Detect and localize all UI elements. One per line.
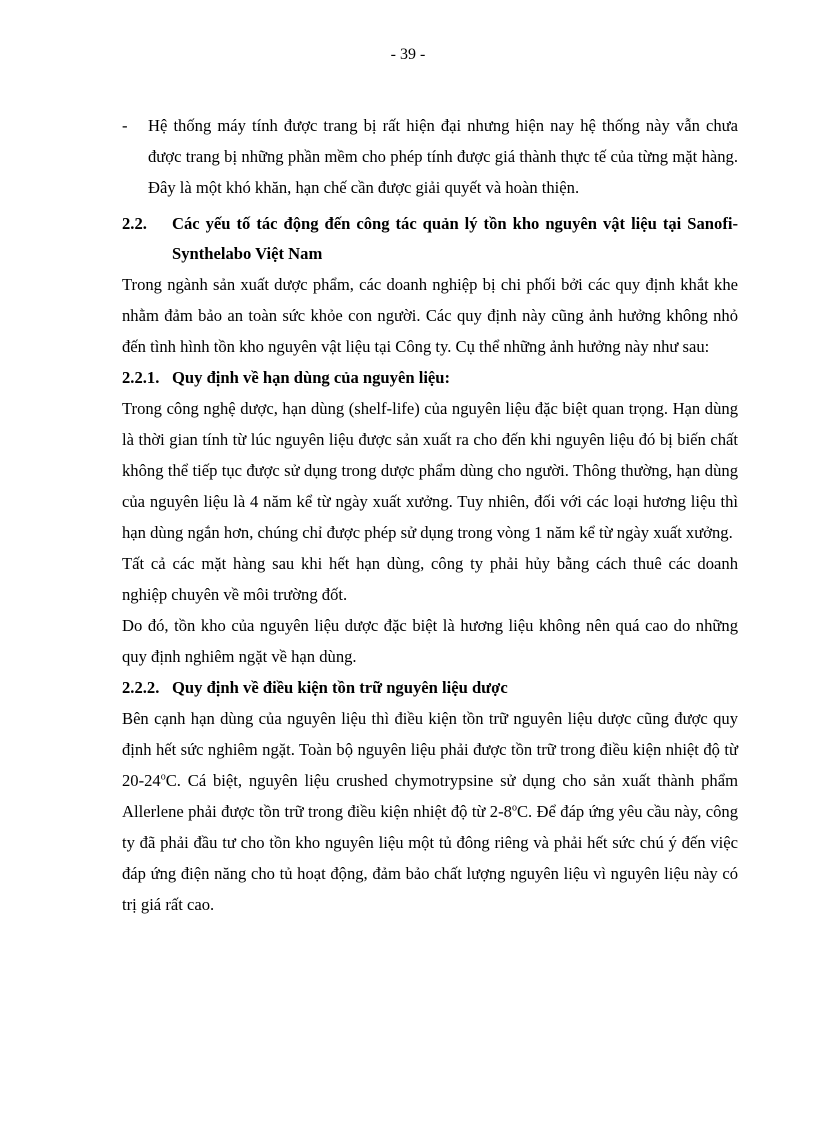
page-number: - 39 -	[390, 46, 426, 63]
text-run: C. Cá biệt, nguyên liệu crushed chymotrypsine sử dụng cho sản xuất thành phẩm Allerlene phải được tồn trữ trong điều kiện nhiệt độ từ 2-8	[122, 771, 738, 821]
text-run: C. Để đáp ứng yêu cầu này, công ty đã phải đầu tư cho tồn kho nguyên liệu một tủ đông riêng và phải hết sức chú ý đến việc đáp ứng điện năng cho tủ hoạt động, đảm bảo chất lượng nguyên liệu vì nguyên liệu này có trị giá rất cao.	[122, 802, 738, 914]
section-number: 2.2.2.	[122, 678, 160, 697]
section-heading-2-2	[122, 209, 738, 269]
text-run: Bên cạnh hạn dùng của nguyên liệu thì điều kiện tồn trữ nguyên liệu dược cũng được quy định hết sức nghiêm ngặt. Toàn bộ nguyên liệu phải được tồn trữ trong điều kiện nhiệt độ từ 20-24	[122, 709, 738, 790]
degree-superscript: o	[160, 771, 166, 783]
storage-paragraph	[122, 703, 738, 920]
paragraph: Tất cả các mặt hàng sau khi hết hạn dùng, công ty phải hủy bằng cách thuê các doanh nghiệp chuyên về môi trường đốt.	[122, 554, 738, 604]
section-title: Các yếu tố tác động đến công tác quản lý tồn kho nguyên vật liệu tại Sanofi-Synthelabo Việt Nam	[172, 214, 738, 263]
section-heading-2-2-1	[122, 362, 738, 393]
paragraph: Do đó, tồn kho của nguyên liệu dược đặc biệt là hương liệu không nên quá cao do những quy định nghiêm ngặt về hạn dùng.	[122, 616, 738, 666]
page-content	[122, 110, 738, 920]
degree-superscript: o	[511, 802, 517, 814]
intro-paragraph: Trong ngành sản xuất dược phẩm, các doanh nghiệp bị chi phối bởi các quy định khắt khe nhằm đảm bảo an toàn sức khỏe con người. Các quy định này cũng ảnh hưởng không nhỏ đến tình hình tồn kho nguyên vật liệu tại Công ty. Cụ thể những ảnh hưởng này như sau:	[122, 275, 738, 356]
section-title: Quy định về hạn dùng của nguyên liệu:	[172, 368, 451, 387]
bullet-dash: -	[122, 116, 128, 135]
bullet-item	[122, 110, 738, 203]
section-number: 2.2.1.	[122, 368, 160, 387]
section-heading-2-2-2	[122, 672, 738, 703]
section-number: 2.2.	[122, 214, 147, 233]
section-title: Quy định về điều kiện tồn trữ nguyên liệu dược	[172, 678, 508, 697]
paragraph: Trong công nghệ dược, hạn dùng (shelf-life) của nguyên liệu đặc biệt quan trọng. Hạn dùng là thời gian tính từ lúc nguyên liệu được sản xuất ra cho đến khi nguyên liệu đó bị biến chất không thể tiếp tục được sử dụng trong dược phẩm dùng cho người. Thông thường, hạn dùng của nguyên liệu là 4 năm kể từ ngày xuất xưởng. Tuy nhiên, đối với các loại hương liệu thì hạn dùng ngắn hơn, chúng chỉ được phép sử dụng trong vòng 1 năm kể từ ngày xuất xưởng.	[122, 399, 738, 542]
bullet-text: Hệ thống máy tính được trang bị rất hiện đại nhưng hiện nay hệ thống này vẫn chưa được trang bị những phần mềm cho phép tính được giá thành thực tế của từng mặt hàng. Đây là một khó khăn, hạn chế cần được giải quyết và hoàn thiện.	[148, 116, 738, 197]
